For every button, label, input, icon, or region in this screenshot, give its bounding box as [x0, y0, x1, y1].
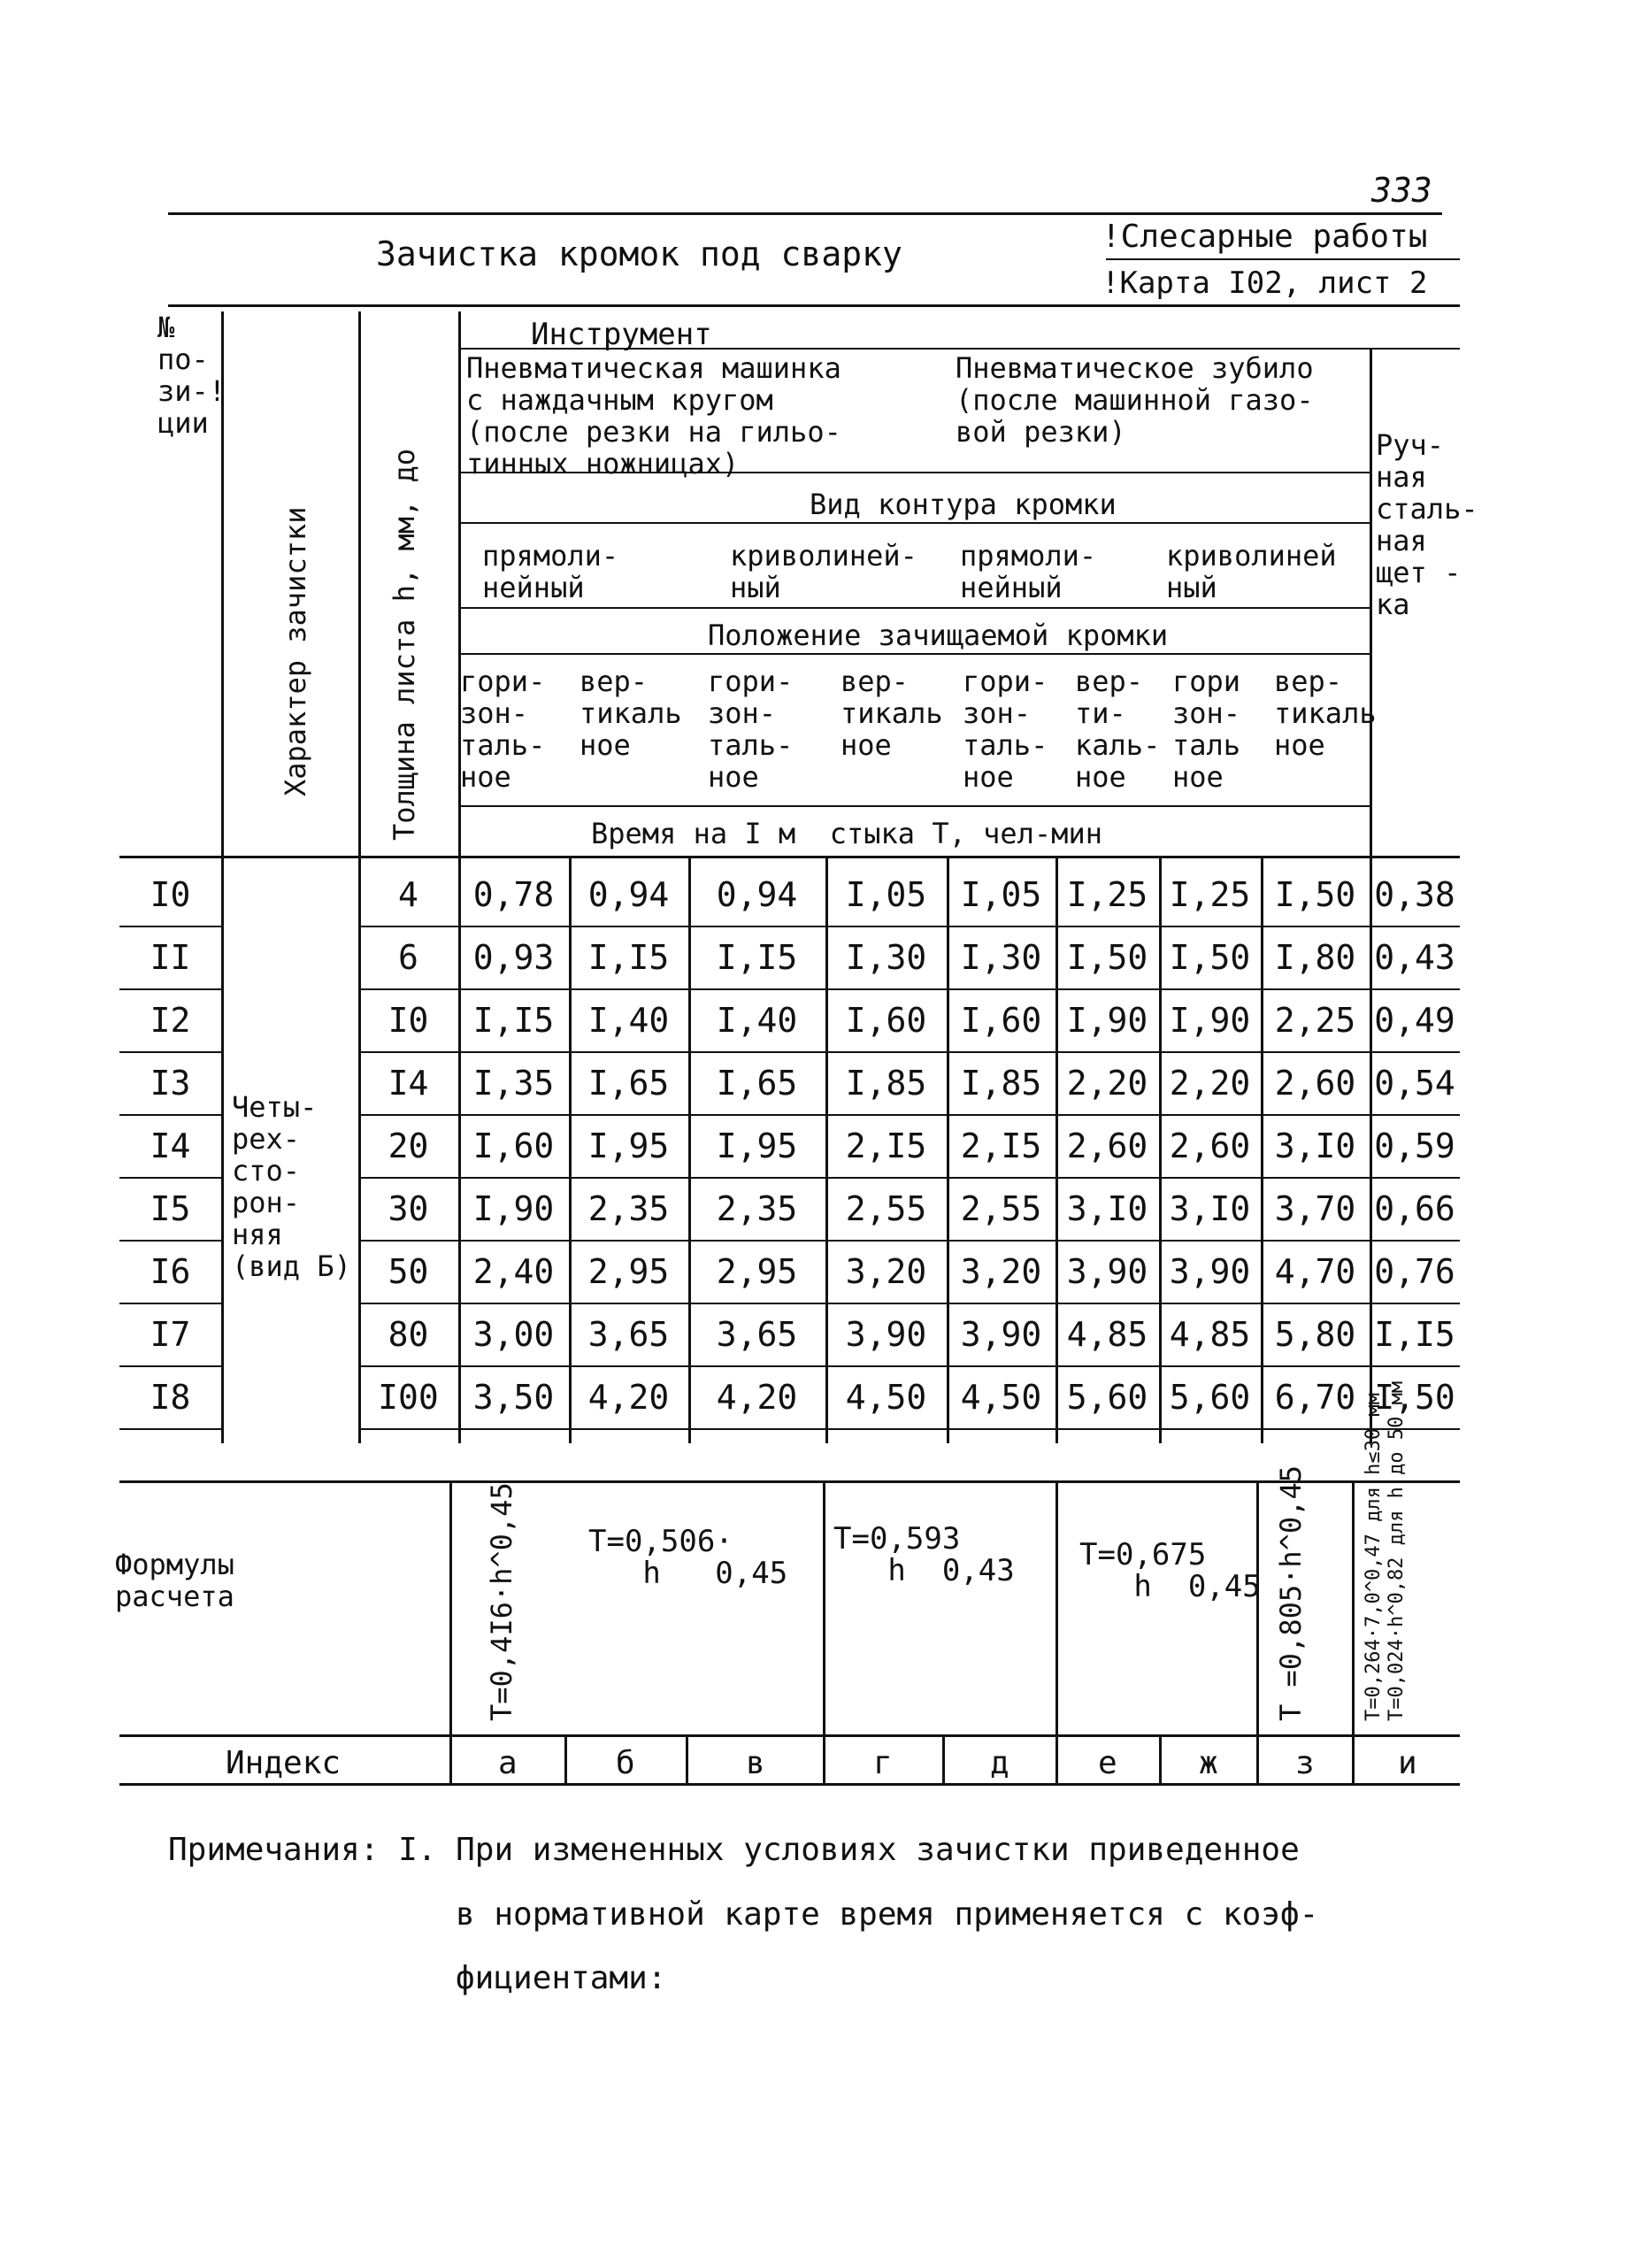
tool-pneumatic-machine: Пневматическая машинка с наждачным кругом (после резки на гильо- тинных ножницах): [466, 351, 841, 481]
position-number: I5: [150, 1188, 191, 1228]
formula-b: T=0,506· h 0,45: [588, 1524, 788, 1591]
time-value: 0,54: [1374, 1063, 1455, 1103]
column-line: [458, 856, 461, 1443]
character-cell: Четы- рех- сто- рон- няя (вид Б): [232, 1090, 351, 1283]
time-value: I,35: [472, 1063, 555, 1103]
time-value: 3,00: [472, 1314, 555, 1354]
time-value: I,05: [845, 874, 927, 914]
position-number: I6: [150, 1251, 191, 1291]
time-value: 0,43: [1374, 937, 1455, 977]
formula-a: T=0,4I6·h^0,45: [485, 1482, 518, 1721]
page-number: 333: [1371, 171, 1432, 210]
column-line: [1261, 856, 1263, 1443]
pos-horizontal-1: гори- зон- таль- ное: [460, 665, 546, 794]
formula-z: T =0,805·h^0,45: [1274, 1465, 1308, 1721]
time-value: I,50: [1274, 874, 1356, 914]
thickness-value: 4: [398, 874, 418, 914]
index-bottom-rule: [119, 1783, 1460, 1786]
notes-line-2: в нормативной карте время применяется с коэф-: [456, 1896, 1319, 1933]
card-label: !Карта I02, лист 2: [1102, 265, 1428, 301]
formula-i: T=0,264·7,0^0,47 для h≤30 мм T=0,024·h^0,82 для h до 50 мм: [1362, 1380, 1408, 1721]
pos-vertical-4: вер- тикаль ное: [1274, 665, 1377, 762]
index-letter: а: [498, 1745, 518, 1781]
thickness-value: I00: [378, 1377, 439, 1417]
header-col-line: [1370, 348, 1372, 856]
thickness-value: 6: [398, 937, 418, 977]
time-header: Время на I м стыка Т, чел-мин: [591, 817, 1102, 850]
thickness-column-header: Толщина листа h, мм, до: [388, 448, 421, 841]
formula-col-line: [449, 1480, 452, 1783]
time-value: 5,60: [1169, 1377, 1251, 1417]
header-rule: [168, 304, 1460, 307]
column-line: [1159, 856, 1162, 1443]
index-col-line: [1159, 1734, 1162, 1783]
time-value: 2,35: [587, 1188, 670, 1228]
time-value: I,50: [1169, 937, 1251, 977]
formula-col-line: [1055, 1480, 1058, 1783]
time-value: I,30: [960, 937, 1042, 977]
time-value: I,05: [960, 874, 1042, 914]
time-value: 0,78: [472, 874, 555, 914]
position-number: I4: [150, 1126, 191, 1165]
time-value: 6,70: [1274, 1377, 1356, 1417]
contour-rule-top: [460, 472, 1371, 473]
formula-col-line: [823, 1480, 825, 1783]
time-value: I,65: [716, 1063, 798, 1103]
section-name: !Слесарные работы: [1102, 219, 1428, 255]
time-value: 0,49: [1374, 1000, 1455, 1040]
pos-vertical-2: вер- тикаль ное: [841, 665, 943, 762]
time-value: 3,20: [845, 1251, 927, 1291]
thickness-value: I0: [388, 1000, 429, 1040]
time-value: 3,90: [1066, 1251, 1148, 1291]
column-line: [825, 856, 828, 1443]
time-value: 3,90: [1169, 1251, 1251, 1291]
time-value: 3,65: [716, 1314, 798, 1354]
column-line: [358, 856, 361, 1443]
position-number: I0: [150, 874, 191, 914]
time-value: I,40: [716, 1000, 798, 1040]
time-value: I,50: [1066, 937, 1148, 977]
time-rule-top: [460, 805, 1371, 807]
time-value: 4,50: [960, 1377, 1042, 1417]
header-col-line: [458, 311, 461, 856]
index-col-line: [686, 1734, 688, 1783]
contour-header: Вид контура кромки: [810, 488, 1117, 521]
position-number: I2: [150, 1000, 191, 1040]
contour-straight-2: прямоли- нейный: [960, 539, 1097, 604]
contour-curved-1: криволиней- ный: [730, 539, 917, 604]
formulas-label: Формулы расчета: [115, 1548, 234, 1613]
notes-line-1: Примечания: I. При измененных условиях зачистки приведенное: [168, 1832, 1300, 1868]
time-value: 3,I0: [1066, 1188, 1148, 1228]
time-value: I,65: [587, 1063, 670, 1103]
column-line: [1370, 856, 1372, 1443]
time-value: I,90: [1169, 1000, 1251, 1040]
table-top-rule: [119, 856, 1460, 858]
tool-manual-brush: Руч- ная сталь- ная щет - ка: [1376, 428, 1478, 621]
time-value: 3,65: [587, 1314, 670, 1354]
column-line: [1055, 856, 1058, 1443]
time-value: 2,95: [587, 1251, 670, 1291]
time-value: 3,20: [960, 1251, 1042, 1291]
pos-horizontal-4: гори зон- таль ное: [1172, 665, 1241, 794]
index-letter: ж: [1199, 1745, 1218, 1781]
formula-e: T=0,675 h 0,45: [1079, 1537, 1261, 1604]
section-underline: [1106, 258, 1460, 260]
time-value: I,I5: [472, 1000, 555, 1040]
time-value: I,85: [845, 1063, 927, 1103]
time-value: I,25: [1066, 874, 1148, 914]
time-value: 2,60: [1066, 1126, 1148, 1165]
page-title: Зачистка кромок под сварку: [376, 234, 902, 273]
time-value: 2,20: [1066, 1063, 1148, 1103]
time-value: 0,93: [472, 937, 555, 977]
time-value: I,I5: [1374, 1314, 1455, 1354]
index-letter: б: [616, 1745, 635, 1781]
thickness-value: 20: [388, 1126, 429, 1165]
time-value: 2,55: [845, 1188, 927, 1228]
time-value: 2,55: [960, 1188, 1042, 1228]
time-value: 4,50: [845, 1377, 927, 1417]
column-line: [221, 856, 224, 1443]
tool-rule: [460, 348, 1460, 350]
thickness-value: 30: [388, 1188, 429, 1228]
position-number: I7: [150, 1314, 191, 1354]
time-value: 3,I0: [1169, 1188, 1251, 1228]
thickness-value: 80: [388, 1314, 429, 1354]
pos-horizontal-2: гори- зон- таль- ное: [708, 665, 794, 794]
time-value: I,60: [960, 1000, 1042, 1040]
time-value: 0,59: [1374, 1126, 1455, 1165]
pos-vertical-1: вер- тикаль ное: [580, 665, 682, 762]
time-value: 5,80: [1274, 1314, 1356, 1354]
time-value: I,60: [472, 1126, 555, 1165]
thickness-value: 50: [388, 1251, 429, 1291]
index-letter: з: [1295, 1745, 1315, 1781]
header-col-line: [221, 311, 224, 856]
time-value: 2,35: [716, 1188, 798, 1228]
index-label: Индекс: [226, 1745, 342, 1781]
time-value: 3,90: [960, 1314, 1042, 1354]
time-value: 0,38: [1374, 874, 1455, 914]
time-value: 5,60: [1066, 1377, 1148, 1417]
time-value: 2,60: [1274, 1063, 1356, 1103]
time-value: I,I5: [587, 937, 670, 977]
time-value: 0,94: [587, 874, 670, 914]
time-value: I,95: [587, 1126, 670, 1165]
row-separator: [358, 1428, 1460, 1430]
time-value: I,30: [845, 937, 927, 977]
contour-straight-1: прямоли- нейный: [482, 539, 619, 604]
time-value: 3,90: [845, 1314, 927, 1354]
notes-line-3: фициентами:: [456, 1960, 667, 1996]
index-col-line: [942, 1734, 945, 1783]
row-separator: [119, 1428, 221, 1430]
time-value: I,60: [845, 1000, 927, 1040]
tool-pneumatic-chisel: Пневматическое зубило (после машинной газо- вой резки): [956, 351, 1314, 449]
pos-vertical-3: вер- ти- каль- ное: [1075, 665, 1161, 794]
index-letter: в: [746, 1745, 765, 1781]
contour-bottom-rule: [460, 607, 1371, 609]
formula-col-line: [1256, 1480, 1259, 1783]
character-column-header: Характер зачистки: [279, 506, 312, 796]
position-number: I3: [150, 1063, 191, 1103]
tool-header: Инструмент: [531, 317, 712, 352]
time-value: 4,85: [1169, 1314, 1251, 1354]
time-value: 4,85: [1066, 1314, 1148, 1354]
time-value: 2,I5: [845, 1126, 927, 1165]
column-line: [947, 856, 949, 1443]
index-letter: г: [873, 1745, 893, 1781]
time-value: I,80: [1274, 937, 1356, 977]
column-line: [688, 856, 691, 1443]
time-value: I,40: [587, 1000, 670, 1040]
index-col-line: [564, 1734, 567, 1783]
formula-col-line: [1352, 1480, 1355, 1783]
position-column-header: № по- зи-! ции: [157, 311, 226, 440]
time-value: I,90: [472, 1188, 555, 1228]
time-value: 2,40: [472, 1251, 555, 1291]
formula-g: T=0,593 h 0,43: [833, 1521, 1015, 1588]
time-value: 3,70: [1274, 1188, 1356, 1228]
time-value: 0,76: [1374, 1251, 1455, 1291]
top-rule: [168, 212, 1442, 215]
time-value: I,95: [716, 1126, 798, 1165]
time-value: 4,70: [1274, 1251, 1356, 1291]
time-value: I,90: [1066, 1000, 1148, 1040]
index-letter: и: [1398, 1745, 1417, 1781]
position-number: I8: [150, 1377, 191, 1417]
time-value: 4,20: [587, 1377, 670, 1417]
time-value: 0,94: [716, 874, 798, 914]
time-value: 2,95: [716, 1251, 798, 1291]
contour-rule: [460, 522, 1371, 524]
index-letter: д: [990, 1745, 1009, 1781]
time-value: 4,20: [716, 1377, 798, 1417]
pos-horizontal-3: гори- зон- таль- ное: [963, 665, 1048, 794]
time-value: I,85: [960, 1063, 1042, 1103]
time-value: I,I5: [716, 937, 798, 977]
time-value: I,50: [1374, 1377, 1455, 1417]
header-col-line: [358, 311, 361, 856]
time-value: 3,50: [472, 1377, 555, 1417]
time-value: I,25: [1169, 874, 1251, 914]
position-rule: [460, 653, 1371, 655]
time-value: 0,66: [1374, 1188, 1455, 1228]
time-value: 2,60: [1169, 1126, 1251, 1165]
contour-curved-2: криволиней ный: [1166, 539, 1337, 604]
time-value: 2,I5: [960, 1126, 1042, 1165]
time-value: 2,25: [1274, 1000, 1356, 1040]
time-value: 3,I0: [1274, 1126, 1356, 1165]
thickness-value: I4: [388, 1063, 429, 1103]
index-letter: е: [1098, 1745, 1117, 1781]
column-line: [569, 856, 572, 1443]
position-number: II: [150, 937, 191, 977]
time-value: 2,20: [1169, 1063, 1251, 1103]
position-header: Положение зачищаемой кромки: [708, 619, 1169, 652]
